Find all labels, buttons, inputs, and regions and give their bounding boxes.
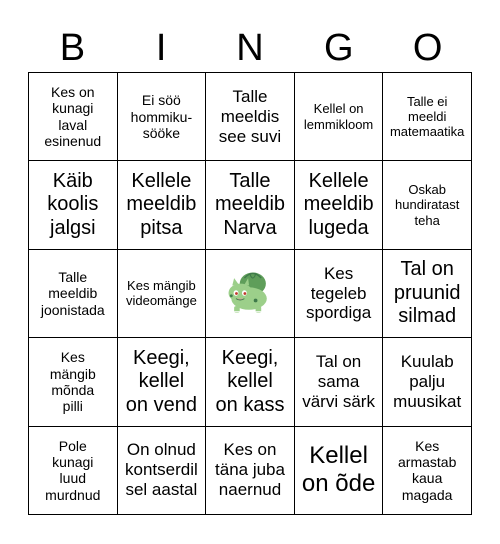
bulbasaur-icon xyxy=(222,265,278,321)
bingo-cell[interactable]: Kes mängib videomänge xyxy=(118,250,207,338)
header-letter-b: B xyxy=(59,27,86,69)
bingo-cell[interactable]: Oskab hundiratast teha xyxy=(383,161,472,249)
bingo-cell[interactable]: Kellele meeldib lugeda xyxy=(295,161,384,249)
bingo-cell[interactable]: Kellel on lemmikloom xyxy=(295,73,384,161)
bingo-cell[interactable]: Kellele meeldib pitsa xyxy=(118,161,207,249)
bingo-cell[interactable]: Kes on kunagi laval esinenud xyxy=(29,73,118,161)
free-space-cell[interactable] xyxy=(206,250,295,338)
bingo-cell[interactable]: Talle meeldis see suvi xyxy=(206,73,295,161)
bingo-cell[interactable]: Talle meeldib joonistada xyxy=(29,250,118,338)
bingo-cell[interactable]: Kes armastab kaua magada xyxy=(383,427,472,515)
bingo-cell[interactable]: Kellel on õde xyxy=(295,427,384,515)
header-letter-g: G xyxy=(324,27,354,69)
bingo-cell[interactable]: Keegi, kellel on vend xyxy=(118,338,207,426)
bingo-header xyxy=(28,24,472,72)
bingo-cell[interactable]: Keegi, kellel on kass xyxy=(206,338,295,426)
header-letter-n: N xyxy=(236,27,264,69)
bingo-cell[interactable]: Kes on täna juba naernud xyxy=(206,427,295,515)
bingo-cell[interactable]: Tal on sama värvi särk xyxy=(295,338,384,426)
bingo-cell[interactable]: Ei söö hommiku- sööke xyxy=(118,73,207,161)
header-letter-i: I xyxy=(155,27,167,69)
bingo-cell[interactable]: Käib koolis jalgsi xyxy=(29,161,118,249)
bingo-cell[interactable]: Kuulab palju muusikat xyxy=(383,338,472,426)
bingo-cell[interactable]: Pole kunagi luud murdnud xyxy=(29,427,118,515)
header-letter-o: O xyxy=(412,27,443,69)
bingo-cell[interactable]: Tal on pruunid silmad xyxy=(383,250,472,338)
bingo-cell[interactable]: Kes mängib mõnda pilli xyxy=(29,338,118,426)
bingo-cell[interactable]: On olnud kontserdil sel aastal xyxy=(118,427,207,515)
bingo-cell[interactable]: Kes tegeleb spordiga xyxy=(295,250,384,338)
bingo-cell[interactable]: Talle meeldib Narva xyxy=(206,161,295,249)
bingo-board xyxy=(28,72,472,515)
bingo-cell[interactable]: Talle ei meeldi matemaatika xyxy=(383,73,472,161)
